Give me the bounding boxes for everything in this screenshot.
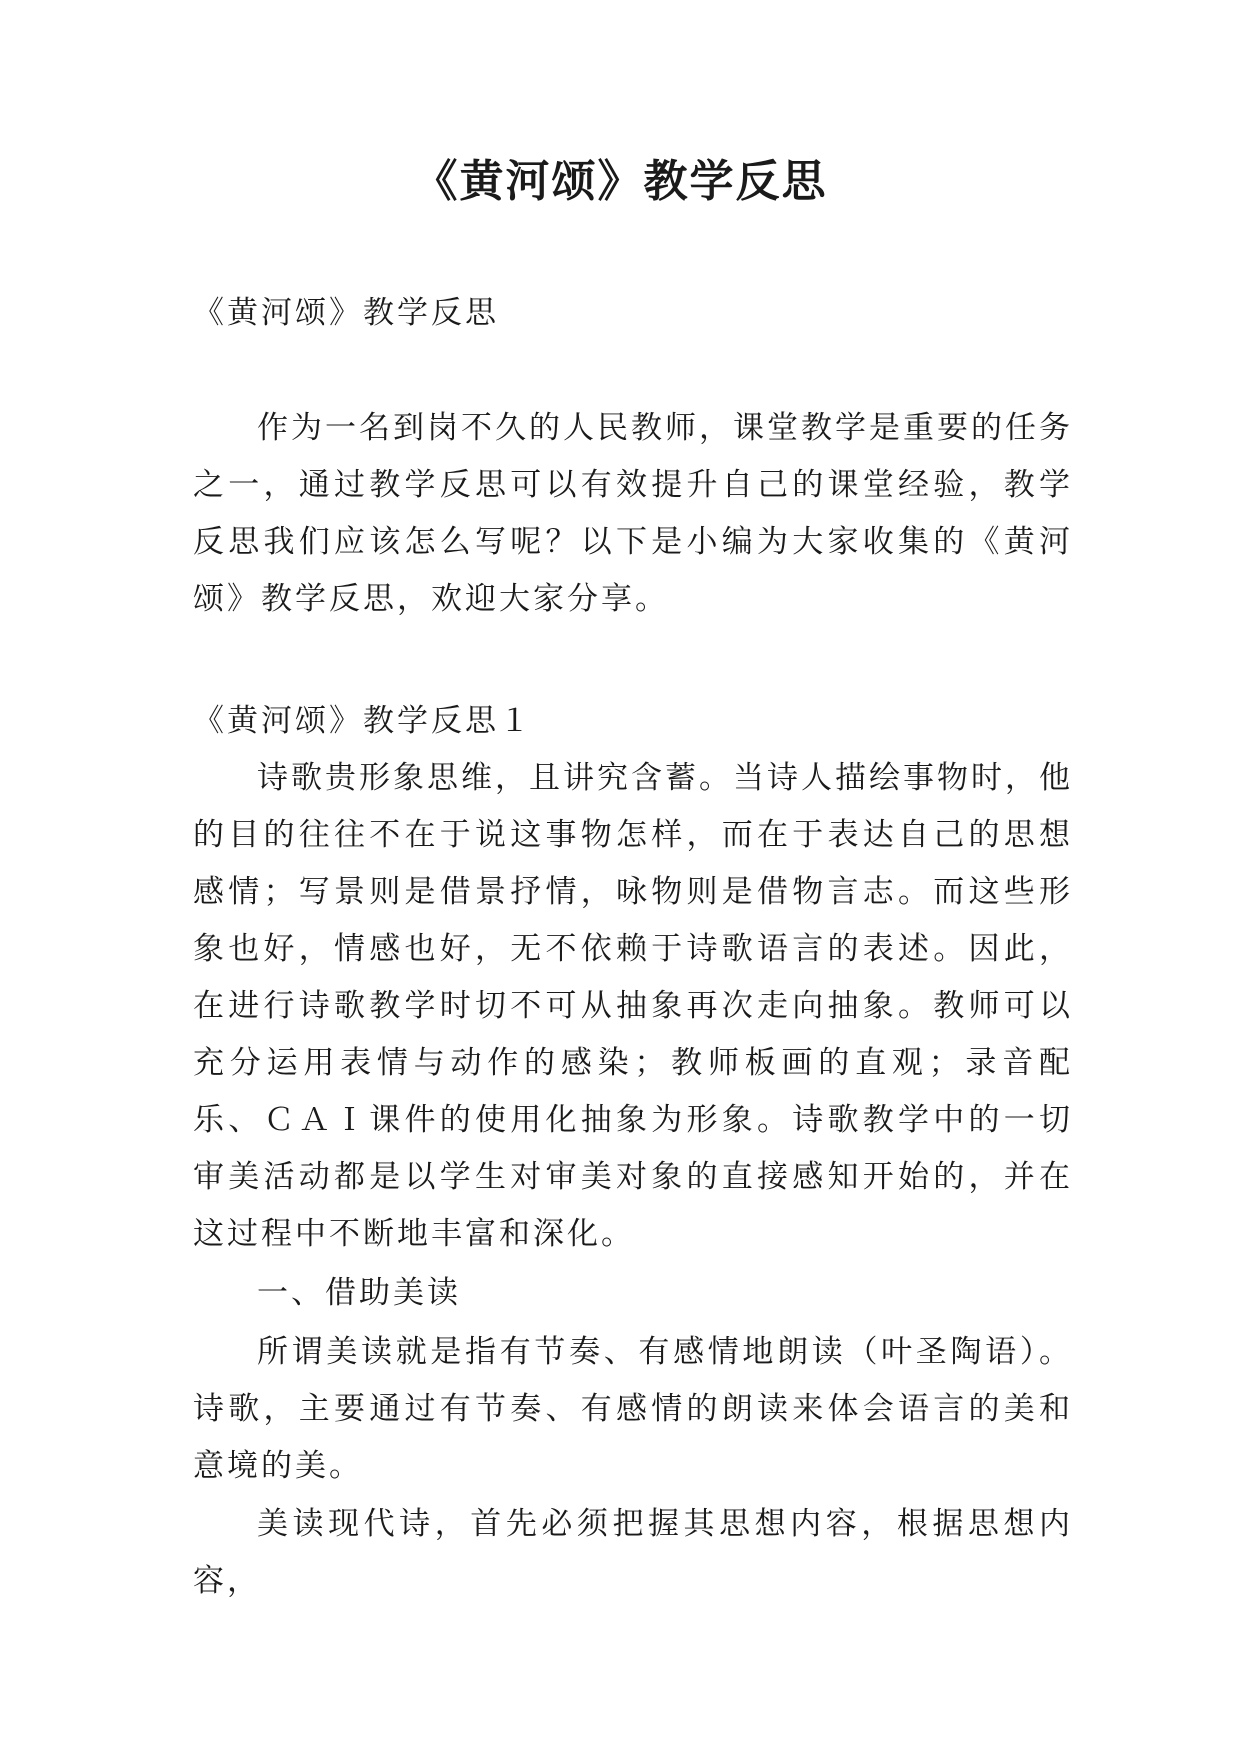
- document-title: 《黄河颂》教学反思: [413, 156, 828, 207]
- body-paragraph-1: 诗歌贵形象思维，且讲究含蓄。当诗人描绘事物时，他的目的往往不在于说这事物怎样，而在于表达自己的思想感情；写景则是借景抒情，咏物则是借物言志。而这些形象也好，情感也好，无不依赖于诗歌语言的表述。因此，在进行诗歌教学时切不可从抽象再次走向抽象。教师可以充分运用表情与动作的感染；教师板画的直观；录音配乐、ＣＡＩ课件的使用化抽象为形象。诗歌教学中的一切审美活动都是以学生对审美对象的直接感知开始的，并在这过程中不断地丰富和深化。: [193, 760, 1073, 1252]
- section-title: 《黄河颂》教学反思１: [193, 703, 533, 739]
- document-subtitle: 《黄河颂》教学反思: [193, 295, 499, 331]
- body-paragraph-2: 所谓美读就是指有节奏、有感情地朗读（叶圣陶语）。诗歌，主要通过有节奏、有感情的朗读来体会语言的美和意境的美。: [193, 1334, 1073, 1484]
- intro-paragraph: 作为一名到岗不久的人民教师，课堂教学是重要的任务之一，通过教学反思可以有效提升自己的课堂经验，教学反思我们应该怎么写呢？以下是小编为大家收集的《黄河颂》教学反思，欢迎大家分享。: [193, 410, 1073, 617]
- section-heading-1: 一、借助美读: [257, 1275, 461, 1311]
- body-paragraph-3: 美读现代诗，首先必须把握其思想内容，根据思想内容，: [193, 1506, 1073, 1599]
